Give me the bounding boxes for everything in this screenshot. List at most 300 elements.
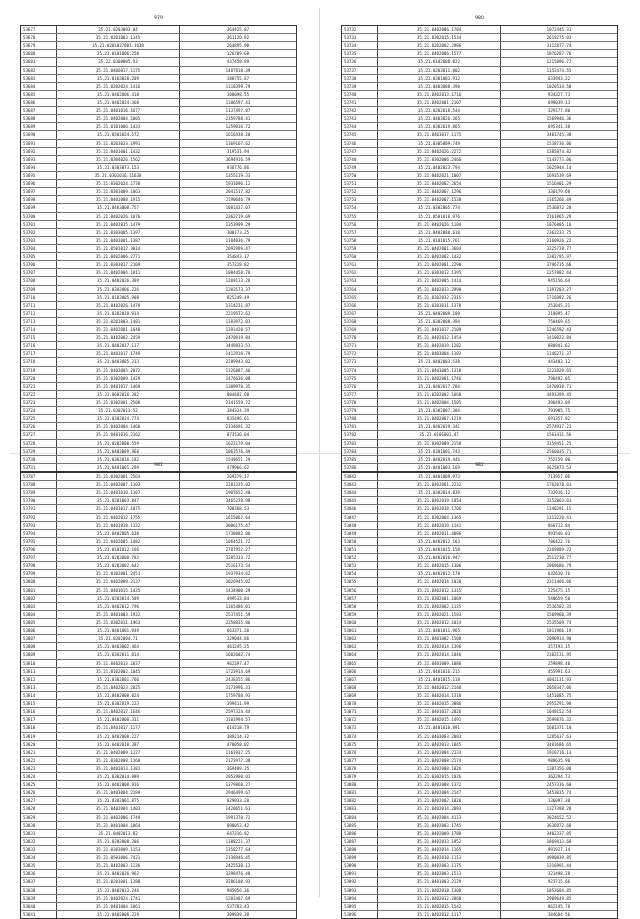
table-row xyxy=(21,521,296,529)
parcel-code-cell: 35.21.0402004.1805 xyxy=(57,115,180,122)
row-index-cell: 53723 xyxy=(21,399,57,406)
parcel-code-cell: 35.21.0401015.1479 xyxy=(57,221,180,228)
parcel-code-cell: 35.21.0201003.1481 xyxy=(57,318,180,325)
parcel-code-cell: 35.21.0501006.7421 xyxy=(57,854,180,861)
table-row xyxy=(21,861,296,869)
row-index-cell: 53805 xyxy=(21,619,57,626)
table-row xyxy=(21,220,296,228)
parcel-code-cell: 35.21.0402003.1175 xyxy=(378,862,501,869)
table-row xyxy=(21,228,296,236)
parcel-code-cell: 35.21.0302019.223 xyxy=(57,700,180,707)
parcel-code-cell: 35.21.0402021.1583 xyxy=(378,611,501,618)
parcel-code-cell: 35.21.0401015.158 xyxy=(378,546,501,553)
amount-cell: 1549651.29 xyxy=(225,456,251,462)
table-row xyxy=(342,349,617,357)
amount-cell: 1487818.39 xyxy=(225,67,251,73)
amount-cell: 1991370.72 xyxy=(225,814,251,820)
amount-cell: 1140291.15 xyxy=(546,506,572,512)
amount-cell: 962397.47 xyxy=(226,660,250,666)
table-row xyxy=(21,74,296,82)
row-index-cell: 53848 xyxy=(342,522,378,529)
table-row xyxy=(21,845,296,853)
table-row xyxy=(342,228,617,236)
parcel-code-cell: 35.21.0202002.1668 xyxy=(378,391,501,398)
parcel-code-cell: 35.21.0402004.4113 xyxy=(378,814,501,821)
table-row xyxy=(21,796,296,804)
table-row xyxy=(21,122,296,130)
parcel-code-cell: 35.21.0402013.1852 xyxy=(378,838,501,845)
amount-cell: 3173996.31 xyxy=(225,684,251,690)
parcel-code-cell: 35.21.0402012.1315 xyxy=(378,587,501,594)
row-index-cell: 53707 xyxy=(21,269,57,276)
row-index-cell: 53751 xyxy=(342,180,378,187)
parcel-code-cell: 35.21.0402008.1372 xyxy=(378,781,501,788)
row-index-cell: 53816 xyxy=(21,708,57,715)
parcel-code-cell: 35.21.0402005.1482 xyxy=(57,538,180,545)
amount-cell: 1876287.76 xyxy=(546,51,572,57)
parcel-code-cell: 35.21.0402002.1026 xyxy=(378,797,501,804)
table-row xyxy=(21,821,296,829)
parcel-code-cell: 35.21.0302001.760 xyxy=(57,676,180,683)
amount-cell: 1516401.29 xyxy=(546,181,572,187)
table-row xyxy=(21,398,296,406)
parcel-code-cell: 35.21.0402006.1784 xyxy=(378,26,501,33)
parcel-code-cell: 35.21.0302004.1365 xyxy=(378,514,501,521)
amount-cell: 126709.60 xyxy=(226,51,250,57)
row-index-cell: 53793 xyxy=(21,522,57,529)
row-index-cell: 53691 xyxy=(21,140,57,147)
row-index-cell: 53860 xyxy=(342,619,378,626)
parcel-code-cell: 35.21.0101001.47 xyxy=(378,431,501,438)
amount-cell: 4042131.93 xyxy=(546,676,572,682)
row-index-cell: 53782 xyxy=(342,431,378,438)
row-index-cell: 53770 xyxy=(342,334,378,341)
table-row xyxy=(342,285,617,293)
row-index-cell: 53884 xyxy=(342,814,378,821)
row-index-cell: 53830 xyxy=(21,822,57,829)
parcel-code-cell: 35.21.0102008.822 xyxy=(378,58,501,65)
row-index-cell: 53712 xyxy=(21,310,57,317)
amount-cell: 1931096.12 xyxy=(225,181,251,187)
parcel-code-cell: 35.21.0402010.387 xyxy=(57,741,180,748)
parcel-code-cell: 35.21.0303011.1378 xyxy=(378,302,501,309)
table-row xyxy=(21,659,296,667)
parcel-code-cell: 35.21.0303012.1395 xyxy=(378,269,501,276)
parcel-code-cell: 35.21.0203014.509 xyxy=(57,595,180,602)
amount-cell: 1327398.28 xyxy=(546,806,572,812)
parcel-code-cell: 35.21.0402005.638 xyxy=(57,530,180,537)
amount-cell: 691357.92 xyxy=(547,416,571,422)
parcel-code-cell: 35.21.0602016.382 xyxy=(57,391,180,398)
row-index-cell: 53869 xyxy=(342,692,378,699)
row-index-cell: 53779 xyxy=(342,407,378,414)
amount-cell: 1382795.97 xyxy=(546,254,572,260)
parcel-code-cell: 35.21.0302008.1168 xyxy=(57,757,180,764)
amount-cell: 2516173.54 xyxy=(225,563,251,569)
amount-cell: 3401745.38 xyxy=(546,132,572,138)
table-row xyxy=(342,488,617,496)
table-row xyxy=(21,715,296,723)
row-index-cell: 53758 xyxy=(342,237,378,244)
parcel-code-cell: 35.21.0401013.1381 xyxy=(57,765,180,772)
row-index-cell: 53749 xyxy=(342,164,378,171)
table-row xyxy=(21,317,296,325)
amount-cell: 829033.20 xyxy=(226,798,250,804)
row-index-cell: 53679 xyxy=(21,42,57,49)
parcel-code-cell: 35.21.0401011.965 xyxy=(378,627,501,634)
amount-cell: 354843.17 xyxy=(226,254,250,260)
row-index-cell: 53721 xyxy=(21,383,57,390)
parcel-code-cell: 35.21.0201003.1345 xyxy=(57,34,180,41)
amount-cell: 1476636.08 xyxy=(225,375,251,381)
table-row xyxy=(342,513,617,521)
parcel-code-cell: 35.21.0402013.1845 xyxy=(378,741,501,748)
table-row xyxy=(342,430,617,438)
amount-cell: 3402337.05 xyxy=(546,830,572,836)
amount-cell: 3824652.52 xyxy=(546,814,572,820)
parcel-code-cell: 35.21.0103028.209 xyxy=(57,75,180,82)
row-index-cell: 53753 xyxy=(342,196,378,203)
row-index-cell: 53768 xyxy=(342,318,378,325)
row-index-cell: 53893 xyxy=(342,887,378,894)
table-row xyxy=(342,26,617,33)
parcel-code-cell: 35.21.0302011.814 xyxy=(57,651,180,658)
row-index-cell: 53698 xyxy=(21,196,57,203)
amount-cell: 336479.68 xyxy=(547,189,571,195)
row-index-cell: 53890 xyxy=(342,862,378,869)
row-index-cell: 53820 xyxy=(21,741,57,748)
parcel-code-cell: 35.21.0401015.118 xyxy=(378,676,501,683)
row-index-cell: 53690 xyxy=(21,131,57,138)
table-row xyxy=(21,732,296,740)
row-index-cell: 53833 xyxy=(21,846,57,853)
row-index-cell: 53726 xyxy=(21,423,57,430)
table-row xyxy=(342,529,617,537)
row-index-cell: 53756 xyxy=(342,221,378,228)
amount-cell: 1391428.57 xyxy=(225,327,251,333)
table-row xyxy=(342,821,617,829)
table-row xyxy=(21,163,296,171)
amount-cell: 329177.80 xyxy=(547,108,571,114)
amount-cell: 1215896.72 xyxy=(546,59,572,65)
row-index-cell: 53781 xyxy=(342,423,378,430)
table-row xyxy=(342,309,617,317)
table-row xyxy=(342,561,617,569)
table-row xyxy=(342,740,617,748)
row-index-cell: 53856 xyxy=(342,587,378,594)
row-index-cell: 53889 xyxy=(342,854,378,861)
amount-cell: 4491399.45 xyxy=(546,391,572,397)
parcel-code-cell: 35.21.0302005.774 xyxy=(378,204,501,211)
row-index-cell: 53684 xyxy=(21,83,57,90)
amount-cell: 1161937.25 xyxy=(225,749,251,755)
parcel-code-cell: 35.21.0302032.2315 xyxy=(378,294,501,301)
amount-cell: 2619275.03 xyxy=(546,35,572,41)
parcel-code-cell: 35.21.0302011.1963 xyxy=(57,619,180,626)
parcel-code-cell: 35.21.0403009.960 xyxy=(57,448,180,455)
amount-cell: 384324.29 xyxy=(226,408,250,414)
amount-cell: 1358277.64 xyxy=(225,847,251,853)
table-row xyxy=(342,577,617,585)
table-row xyxy=(342,594,617,602)
row-index-cell: 53771 xyxy=(342,342,378,349)
amount-cell: 695341.38 xyxy=(547,124,571,130)
amount-cell: 991927.14 xyxy=(547,847,571,853)
row-index-cell: 53849 xyxy=(342,530,378,537)
table-row xyxy=(21,26,296,33)
row-index-cell: 53846 xyxy=(342,505,378,512)
table-row xyxy=(21,772,296,780)
amount-cell: 2362719.69 xyxy=(225,213,251,219)
amount-cell: 862195.78 xyxy=(547,903,571,909)
data-table xyxy=(341,25,618,472)
amount-cell: 399411.99 xyxy=(226,701,250,707)
parcel-code-cell: 35.21.0402008.816 xyxy=(57,781,180,788)
row-index-cell: 53696 xyxy=(21,180,57,187)
amount-cell: 1076805.16 xyxy=(546,221,572,227)
parcel-code-cell: 35.21.0402002.2459 xyxy=(57,334,180,341)
row-index-cell: 53727 xyxy=(21,431,57,438)
row-index-cell: 53855 xyxy=(342,578,378,585)
parcel-code-cell: 35.21.0301009.1063 xyxy=(57,188,180,195)
row-index-cell: 53701 xyxy=(21,221,57,228)
amount-cell: 3796735.66 xyxy=(546,262,572,268)
table-row xyxy=(21,447,296,455)
amount-cell: 259898.40 xyxy=(547,660,571,666)
parcel-code-cell: 35.21.0402006.1577 xyxy=(378,50,501,57)
amount-cell: 2311466.86 xyxy=(546,579,572,585)
amount-cell: 1470930.71 xyxy=(546,383,572,389)
table-row xyxy=(342,268,617,276)
amount-cell: 389214.32 xyxy=(226,733,250,739)
table-row xyxy=(21,496,296,504)
amount-cell: 1602602.74 xyxy=(225,652,251,658)
table-row xyxy=(21,49,296,57)
row-index-cell: 53689 xyxy=(21,123,57,130)
table-row xyxy=(21,788,296,796)
parcel-code-cell: 35.21.0302004.71 xyxy=(57,635,180,642)
data-table xyxy=(20,472,297,919)
parcel-code-cell: 35.21.0402003.1136 xyxy=(57,862,180,869)
table-row xyxy=(342,398,617,406)
amount-cell: 1716992.26 xyxy=(546,294,572,300)
amount-cell: 1221829.65 xyxy=(546,367,572,373)
parcel-code-cell: 35.21.0402004.2133 xyxy=(378,749,501,756)
parcel-code-cell: 35.21.0302006.2466 xyxy=(378,156,501,163)
parcel-code-cell: 35.21.0201001.1288 xyxy=(57,878,180,885)
row-index-cell: 53859 xyxy=(342,611,378,618)
parcel-code-cell: 35.21.0402016.947 xyxy=(378,554,501,561)
parcel-code-cell: 35.21.0402014.1165 xyxy=(378,846,501,853)
parcel-code-cell: 35.21.0402012.1755 xyxy=(57,514,180,521)
row-index-cell: 53683 xyxy=(21,75,57,82)
amount-cell: 225475.15 xyxy=(547,587,571,593)
row-index-cell: 53796 xyxy=(21,546,57,553)
table-row xyxy=(342,374,617,382)
row-index-cell: 53694 xyxy=(21,164,57,171)
amount-cell: 2058347.06 xyxy=(546,684,572,690)
parcel-code-cell: 35.21.0402024.1741 xyxy=(57,895,180,902)
row-index-cell: 53870 xyxy=(342,700,378,707)
amount-cell: 4990839.85 xyxy=(546,855,572,861)
table-row xyxy=(342,910,617,918)
amount-cell: 1509960.39 xyxy=(546,611,572,617)
row-index-cell: 53714 xyxy=(21,326,57,333)
amount-cell: 1165266.49 xyxy=(546,197,572,203)
amount-cell: 1379868.27 xyxy=(225,782,251,788)
parcel-code-cell: 35.21.0402012.1117 xyxy=(378,911,501,918)
amount-cell: 1048152.54 xyxy=(546,709,572,715)
row-index-cell: 53736 xyxy=(342,58,378,65)
row-index-cell: 53888 xyxy=(342,846,378,853)
row-index-cell: 53763 xyxy=(342,277,378,284)
parcel-code-cell: 35.21.0301003.912 xyxy=(378,75,501,82)
table-row xyxy=(342,171,617,179)
parcel-code-cell: 35.21.0401016.2162 xyxy=(57,431,180,438)
parcel-code-cell: 35.21.0301017.2109 xyxy=(57,261,180,268)
parcel-code-cell: 35.21.0402008.610 xyxy=(378,229,501,236)
parcel-code-cell: 35.21.0402012.1454 xyxy=(378,334,501,341)
amount-cell: 2566035.71 xyxy=(546,448,572,454)
row-index-cell: 53839 xyxy=(21,895,57,902)
amount-cell: 1084458.70 xyxy=(225,270,251,276)
parcel-code-cell: 35.21.0403004.1102 xyxy=(378,350,501,357)
table-row xyxy=(342,244,617,252)
parcel-code-cell: 35.21.0202002.2986 xyxy=(378,42,501,49)
amount-cell: 1451085.75 xyxy=(546,692,572,698)
row-index-cell: 53778 xyxy=(342,399,378,406)
table-row xyxy=(21,439,296,447)
table-row xyxy=(21,869,296,877)
table-row xyxy=(342,390,617,398)
amount-cell: 632630.76 xyxy=(547,571,571,577)
amount-cell: 2359788.41 xyxy=(225,116,251,122)
amount-cell: 2092999.47 xyxy=(225,245,251,251)
row-index-cell: 53896 xyxy=(342,911,378,918)
table-row xyxy=(342,325,617,333)
table-row xyxy=(342,139,617,147)
row-index-cell: 53766 xyxy=(342,302,378,309)
row-index-cell: 53807 xyxy=(21,635,57,642)
table-row xyxy=(342,715,617,723)
row-index-cell: 53713 xyxy=(21,318,57,325)
amount-cell: 1326887.46 xyxy=(225,367,251,373)
parcel-code-cell: 35.21.0401001.1387 xyxy=(57,237,180,244)
row-index-cell: 53717 xyxy=(21,350,57,357)
parcel-code-cell: 35.21.0302015.1026 xyxy=(378,773,501,780)
table-row xyxy=(21,406,296,414)
row-index-cell: 53708 xyxy=(21,277,57,284)
row-index-cell: 53759 xyxy=(342,245,378,252)
parcel-code-cell: 35.21.0402005.2072 xyxy=(57,367,180,374)
row-index-cell: 53825 xyxy=(21,781,57,788)
amount-cell: 470058.02 xyxy=(226,741,250,747)
row-index-cell: 53862 xyxy=(342,635,378,642)
parcel-code-cell: 35.21.0305009.749 xyxy=(378,140,501,147)
amount-cell: 308098.55 xyxy=(226,91,250,97)
amount-cell: 537783.43 xyxy=(226,903,250,909)
amount-cell: 1188221.37 xyxy=(225,838,251,844)
row-index-cell: 53857 xyxy=(342,595,378,602)
parcel-code-cell: 35.21.0303005.1397 xyxy=(57,229,180,236)
parcel-code-cell: 35.21.0402012.796 xyxy=(57,603,180,610)
table-row xyxy=(342,732,617,740)
row-index-cell: 53844 xyxy=(342,489,378,496)
parcel-code-cell: 35.21.0402015.1542 xyxy=(378,903,501,910)
table-row xyxy=(21,285,296,293)
row-index-cell: 53692 xyxy=(21,148,57,155)
data-table xyxy=(341,472,618,919)
table-row xyxy=(342,49,617,57)
row-index-cell: 53797 xyxy=(21,554,57,561)
table-row xyxy=(21,236,296,244)
table-row xyxy=(342,147,617,155)
row-index-cell: 53800 xyxy=(21,578,57,585)
amount-cell: 1259016.72 xyxy=(225,124,251,130)
row-index-cell: 53804 xyxy=(21,611,57,618)
row-index-cell: 53702 xyxy=(21,229,57,236)
table-row xyxy=(21,171,296,179)
table-row xyxy=(342,220,617,228)
table-row xyxy=(21,293,296,301)
table-row xyxy=(21,244,296,252)
amount-cell: 1025944.14 xyxy=(546,164,572,170)
amount-cell: 2069686.79 xyxy=(546,563,572,569)
parcel-code-cell: 35.21.0402008.1026 xyxy=(378,765,501,772)
amount-cell: 269379.17 xyxy=(226,474,250,479)
amount-cell: 1113220.41 xyxy=(546,514,572,520)
row-index-cell: 53834 xyxy=(21,854,57,861)
amount-cell: 1063576.49 xyxy=(225,448,251,454)
row-index-cell: 53754 xyxy=(342,204,378,211)
parcel-code-cell: 35.21.0101006.1433 xyxy=(57,123,180,130)
table-row xyxy=(21,366,296,374)
row-index-cell: 53827 xyxy=(21,797,57,804)
row-index-cell: 53808 xyxy=(21,643,57,650)
amount-cell: 1410022.84 xyxy=(546,335,572,341)
amount-cell: 985056.36 xyxy=(226,887,250,893)
row-index-cell: 53794 xyxy=(21,530,57,537)
amount-cell: 1561411.56 xyxy=(546,432,572,438)
amount-cell: 2946499.67 xyxy=(225,790,251,796)
row-index-cell: 53710 xyxy=(21,294,57,301)
row-index-cell: 53733 xyxy=(342,34,378,41)
parcel-code-cell: 35.21.0402001.2290 xyxy=(378,261,501,268)
row-index-cell: 53837 xyxy=(21,878,57,885)
parcel-code-cell: 35.21.0302014.839 xyxy=(378,489,501,496)
row-index-cell: 53814 xyxy=(21,692,57,699)
row-index-cell: 53895 xyxy=(342,903,378,910)
table-row xyxy=(342,796,617,804)
row-index-cell: 53871 xyxy=(342,708,378,715)
table-row xyxy=(342,82,617,90)
parcel-code-cell: 35.21.0402019.1282 xyxy=(378,342,501,349)
amount-cell: 309839.38 xyxy=(226,911,250,917)
amount-cell: 2457336.60 xyxy=(546,782,572,788)
parcel-code-cell: 35.21.0401010.891 xyxy=(378,724,501,731)
amount-cell: 1693539.69 xyxy=(546,172,572,178)
amount-cell: 540659.50 xyxy=(547,595,571,601)
parcel-code-cell: 35.21.0402018.1706 xyxy=(378,505,501,512)
row-index-cell: 53730 xyxy=(21,456,57,463)
row-index-cell: 53813 xyxy=(21,684,57,691)
row-index-cell: 53783 xyxy=(342,440,378,447)
amount-cell: 791905.75 xyxy=(547,408,571,414)
row-index-cell: 53788 xyxy=(21,481,57,488)
row-index-cell: 53755 xyxy=(342,213,378,220)
table-row xyxy=(21,577,296,585)
row-index-cell: 53687 xyxy=(21,107,57,114)
